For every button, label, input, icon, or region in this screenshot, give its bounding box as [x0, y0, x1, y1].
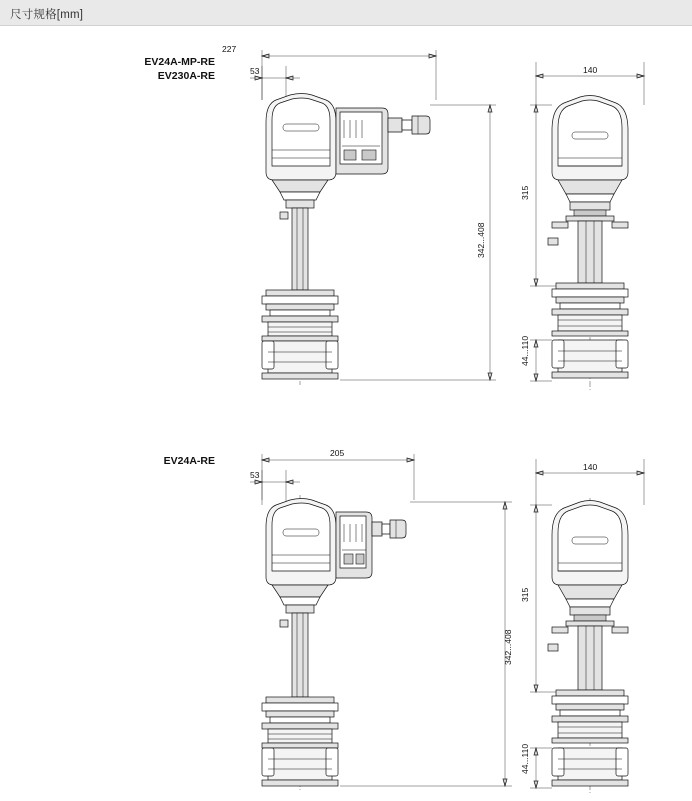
dim-bottom-side-height-body: 315 [520, 587, 530, 602]
bottom-front-valve-body [262, 697, 338, 786]
dim-top-side-width: 140 [583, 65, 598, 75]
dim-bottom-front-height: 342...408 [503, 629, 513, 665]
model-label-ev24a-re: EV24A-RE [163, 455, 215, 467]
top-side-view [530, 62, 644, 390]
top-front-view [250, 50, 496, 385]
model-label-ev24a-mp-re: EV24A-MP-RE [144, 56, 215, 68]
top-front-valve-body [262, 290, 338, 379]
dim-bottom-front-offset: 53 [250, 470, 260, 480]
dim-top-side-height-body: 315 [520, 185, 530, 200]
bottom-side-valve-body [552, 690, 628, 786]
page-title: 尺寸规格[mm] [10, 9, 84, 21]
top-side-actuator [552, 96, 628, 181]
bottom-front-view [250, 454, 512, 792]
model-label-ev230a-re: EV230A-RE [157, 70, 215, 82]
bottom-front-actuator [266, 499, 406, 586]
dim-bottom-side-height-base: 44...110 [520, 743, 530, 774]
dim-bottom-front-width: 205 [330, 448, 345, 458]
dim-top-front-offset: 53 [250, 66, 260, 76]
bottom-side-actuator [552, 501, 628, 586]
bottom-side-view [530, 459, 644, 795]
bottom-front-neck [272, 585, 328, 697]
top-front-neck [272, 180, 328, 290]
bottom-side-neck [548, 585, 628, 690]
dim-top-side-height-base: 44...110 [520, 335, 530, 366]
top-front-actuator [266, 94, 430, 181]
top-side-valve-body [552, 283, 628, 378]
dim-top-front-height: 342...408 [476, 222, 486, 258]
dim-bottom-side-width: 140 [583, 462, 598, 472]
top-side-neck [548, 180, 628, 283]
dim-top-front-width: 227 [222, 44, 237, 54]
